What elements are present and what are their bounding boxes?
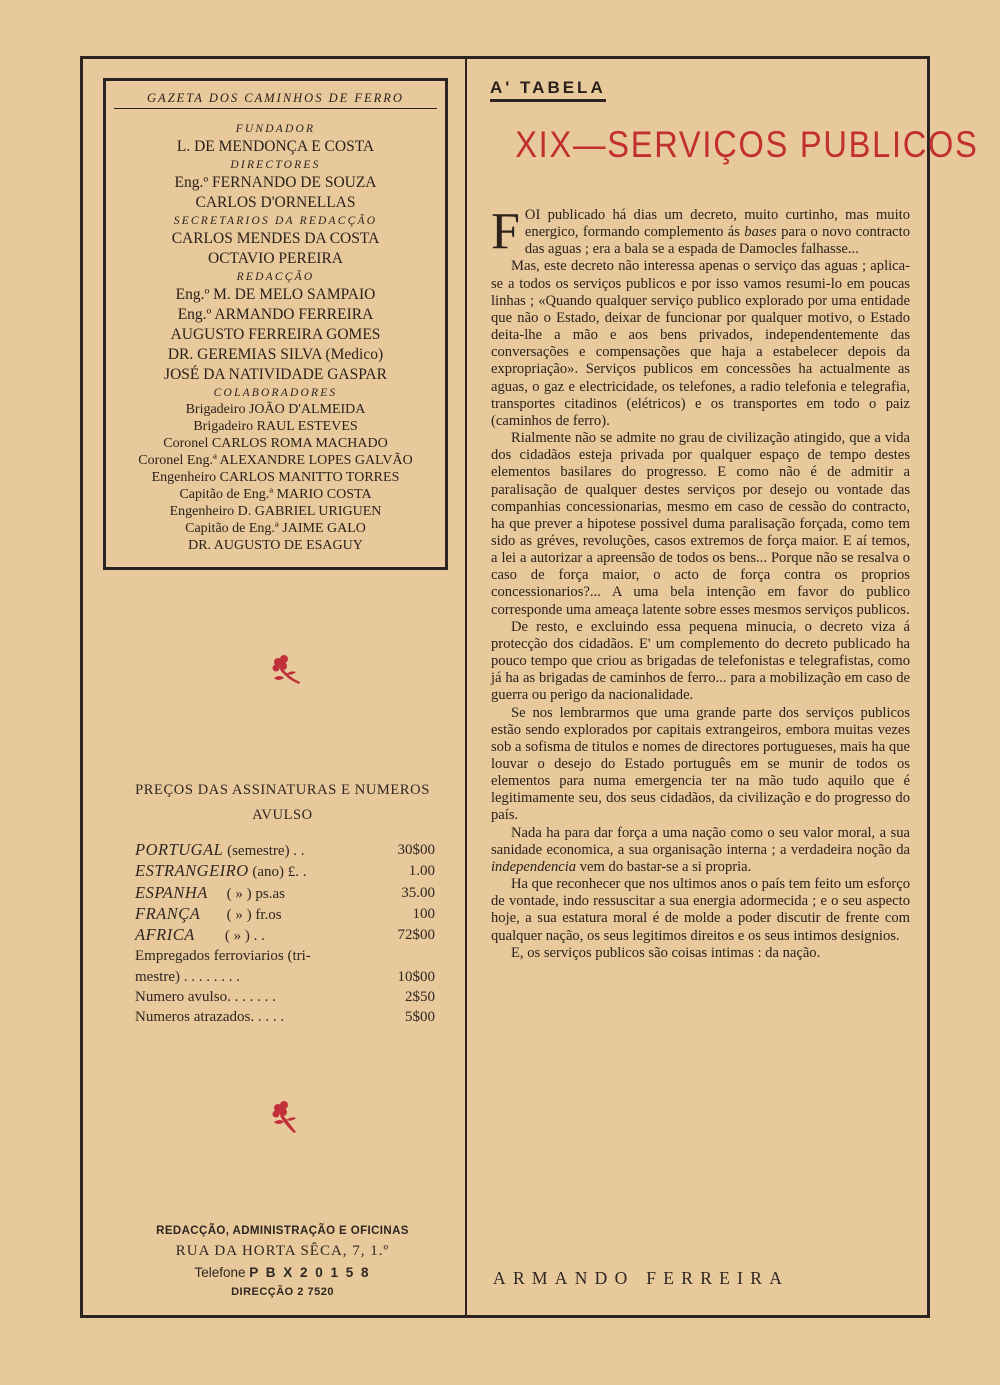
price-row xyxy=(110,904,455,925)
editor-name: Eng.º ARMANDO FERREIRA xyxy=(177,306,374,323)
price-row xyxy=(110,967,455,987)
article-paragraph: Ha que reconhecer que nos ultimos anos o país tem feito um esforço de vontade, indo ressuscitar a sua energia adormecida ; e o seu aspecto hoje, a sua estatura moral é de molde a poder discutir de frente com qualquer nação, os seus legitimos direitos e os seus intimos designios. xyxy=(491,876,910,944)
footer-phone xyxy=(110,1262,455,1283)
contributor-name: DR. AUGUSTO DE ESAGUY xyxy=(188,538,363,553)
price-value: 35.00 xyxy=(401,884,435,901)
contributors-role: COLABORADORES xyxy=(213,387,338,399)
workers-label-line: Empregados ferroviarios (tri- xyxy=(135,948,311,965)
price-detail: (semestre) . . xyxy=(223,843,305,859)
flower-ornament-icon xyxy=(266,1098,306,1138)
editor-name: JOSÉ DA NATIVIDADE GASPAR xyxy=(164,366,387,383)
article-paragraph xyxy=(491,825,910,876)
prices-heading-2: AVULSO xyxy=(252,807,313,823)
price-detail: ( » ) . . xyxy=(194,928,265,945)
article-emphasis: independencia xyxy=(491,858,577,875)
contributor-name: Coronel CARLOS ROMA MACHADO xyxy=(163,436,388,451)
editors-role: REDACÇÃO xyxy=(236,271,315,283)
price-detail: Numero avulso. . . . . . . xyxy=(135,989,276,1006)
contributor-name: Capitão de Eng.ª JAIME GALO xyxy=(185,521,366,536)
price-row xyxy=(110,1007,455,1027)
price-row xyxy=(110,840,455,861)
article-paragraph: E, os serviços publicos são coisas intimas : da nação. xyxy=(511,944,821,961)
price-country: AFRICA xyxy=(135,925,195,945)
price-value: 72$00 xyxy=(397,927,435,944)
phone-number: P B X 2 0 1 5 8 xyxy=(249,1265,371,1280)
flower-ornament-icon xyxy=(266,652,306,692)
price-detail: ( » ) fr.os xyxy=(200,906,282,923)
article-paragraph xyxy=(491,203,911,260)
price-country: ESPANHA xyxy=(135,882,208,902)
contributor-name: Engenheiro D. GABRIEL URIGUEN xyxy=(169,504,382,519)
footer-address: RUA DA HORTA SÊCA, 7, 1.º xyxy=(175,1243,390,1259)
price-country: FRANÇA xyxy=(135,903,201,923)
article-paragraph: Mas, este decreto não interessa apenas o serviço das aguas ; aplica-se a todos os serviços publicos e por isso vamos resumi-lo em poucas linhas ; «Quando qualquer serviço publico explorado por uma entidade que não o Estado, deixar de funcionar por qualquer motivo, o Estado deita-lhe a mão e aos bens privados, independentemente das conversações e compensações que haja a estabelecer depois da expropriação». Serviços publicos em concessões ha actualmente as aguas, o gaz e electricidade, os telefones, a radio telefonia e telegrafia, transportes citadinos (elétricos) e os transportes em todo o paiz (caminhos de ferro). xyxy=(491,258,910,429)
article-headline: XIX—SERVIÇOS PUBLICOS xyxy=(515,124,979,165)
article-text: OI publicado há dias um decreto, muito curtinho, mas muito energico, formando complemento ás xyxy=(524,207,910,241)
contributor-name: Brigadeiro JOÃO D'ALMEIDA xyxy=(185,402,366,417)
article-paragraph: Se nos lembrarmos que uma grande parte dos serviços publicos estão sendo explorados por capitais extrangeiros, embora muitas vezes sob a sofisma de titulos e nomes de directores portugueses, mais ha que louvar o desejo do Estado português em se munir de todos os elementos para numa emergencia ter na mão tudo aquilo que é legitimamente seu, dos seus cidadãos, da civilização e do progresso do país. xyxy=(491,704,910,824)
founder-name: L. DE MENDONÇA E COSTA xyxy=(176,138,375,155)
price-country: ESTRANGEIRO xyxy=(135,861,249,881)
director-name: Eng.º FERNANDO DE SOUZA xyxy=(174,174,377,191)
article-text: Nada ha para dar força a uma nação como o seu valor moral, a sua sanidade economica, a sua organisação interna ; a verdadeira noção da xyxy=(491,824,910,858)
editor-name: AUGUSTO FERREIRA GOMES xyxy=(170,326,381,343)
price-detail: mestre) . . . . . . . . xyxy=(135,968,240,985)
director-name: CARLOS D'ORNELLAS xyxy=(195,194,356,211)
price-detail: ( » ) ps.as xyxy=(207,885,285,902)
article-text: para o novo contracto das aguas ; era a bala se a espada de Damocles falhasse... xyxy=(524,224,911,258)
article-body xyxy=(491,203,911,962)
secretary-name: CARLOS MENDES DA COSTA xyxy=(171,230,380,247)
column-divider xyxy=(465,58,467,1316)
drop-cap: F xyxy=(491,203,520,260)
article-emphasis: bases xyxy=(744,224,777,241)
founder-role: FUNDADOR xyxy=(235,123,316,135)
section-label: A' TABELA xyxy=(490,78,606,102)
masthead-box xyxy=(103,78,448,570)
price-row xyxy=(110,861,455,882)
editor-name: DR. GEREMIAS SILVA (Medico) xyxy=(167,346,384,363)
phone-label: Telefone xyxy=(194,1265,246,1280)
price-value: 100 xyxy=(412,905,435,922)
contributor-name: Brigadeiro RAUL ESTEVES xyxy=(193,419,358,434)
price-value: 10$00 xyxy=(397,968,435,985)
price-detail: Numeros atrazados. . . . . xyxy=(135,1009,285,1026)
article-paragraph: Rialmente não se admite no grau de civilização atingido, que a vida dos cidadãos esteja privada por qualquer espaço de tempo destes elementos basilares do progresso. E como não é de admitir a paralisação de qualquer destes serviços por desejo ou vontade das companhias concessionarias, mesmo em caso de cessão do contracto, ha que prever a hipotese possivel duma paralisação forçada, como tem sido as gréves, revoluções, casos extremos de força maior. E aí temos, a lei a autorizar a apreensão de todos os bens... Porque não se resalva o caso de força maior, o acto de força contra os proprios concessionarios?... A uma bela intenção em favor do publico corresponde uma ameaça latente sobre esses mesmos serviços publicos. xyxy=(491,430,910,618)
directors-role: DIRECTORES xyxy=(230,159,321,171)
prices-heading: PREÇOS DAS ASSINATURAS E NUMEROS xyxy=(135,782,430,798)
contributor-name: Coronel Eng.ª ALEXANDRE LOPES GALVÃO xyxy=(138,453,413,468)
article-text: vem do bastar-se a si propria. xyxy=(576,858,752,875)
price-value: 5$00 xyxy=(405,1009,435,1026)
contributor-name: Engenheiro CARLOS MANITTO TORRES xyxy=(151,470,400,485)
secretary-name: OCTAVIO PEREIRA xyxy=(208,250,343,267)
price-row xyxy=(110,925,455,946)
contributor-name: Capitão de Eng.ª MARIO COSTA xyxy=(179,487,372,502)
price-value: 1.00 xyxy=(408,863,435,880)
price-value: 2$50 xyxy=(405,989,435,1006)
masthead-title: GAZETA DOS CAMINHOS DE FERRO xyxy=(114,91,437,109)
price-row xyxy=(110,883,455,904)
address-footer xyxy=(110,1222,455,1301)
price-detail: (ano) £. . xyxy=(248,864,307,881)
subscription-prices xyxy=(110,778,455,1028)
secretaries-role: SECRETARIOS DA REDACÇÃO xyxy=(173,215,378,227)
editor-name: Eng.º M. DE MELO SAMPAIO xyxy=(175,286,376,303)
footer-direction: DIRECÇÃO 2 7520 xyxy=(231,1286,334,1298)
article-author: ARMANDO FERREIRA xyxy=(493,1268,790,1288)
price-row xyxy=(110,987,455,1007)
article-paragraph: De resto, e excluindo essa pequena minucia, o decreto viza á protecção dos cidadãos. E' um complemento do decreto publicado ha pouco tempo que criou as brigadas de telefonistas e telegrafistas, como já ha as brigadas de caminhos de ferro... para a mobilização em caso de guerra ou perigo da nacionalidade. xyxy=(491,618,910,704)
price-country: PORTUGAL xyxy=(135,840,224,859)
price-value: 30$00 xyxy=(397,842,435,858)
footer-line-1: REDACÇÃO, ADMINISTRAÇÃO E OFICINAS xyxy=(156,1225,409,1237)
